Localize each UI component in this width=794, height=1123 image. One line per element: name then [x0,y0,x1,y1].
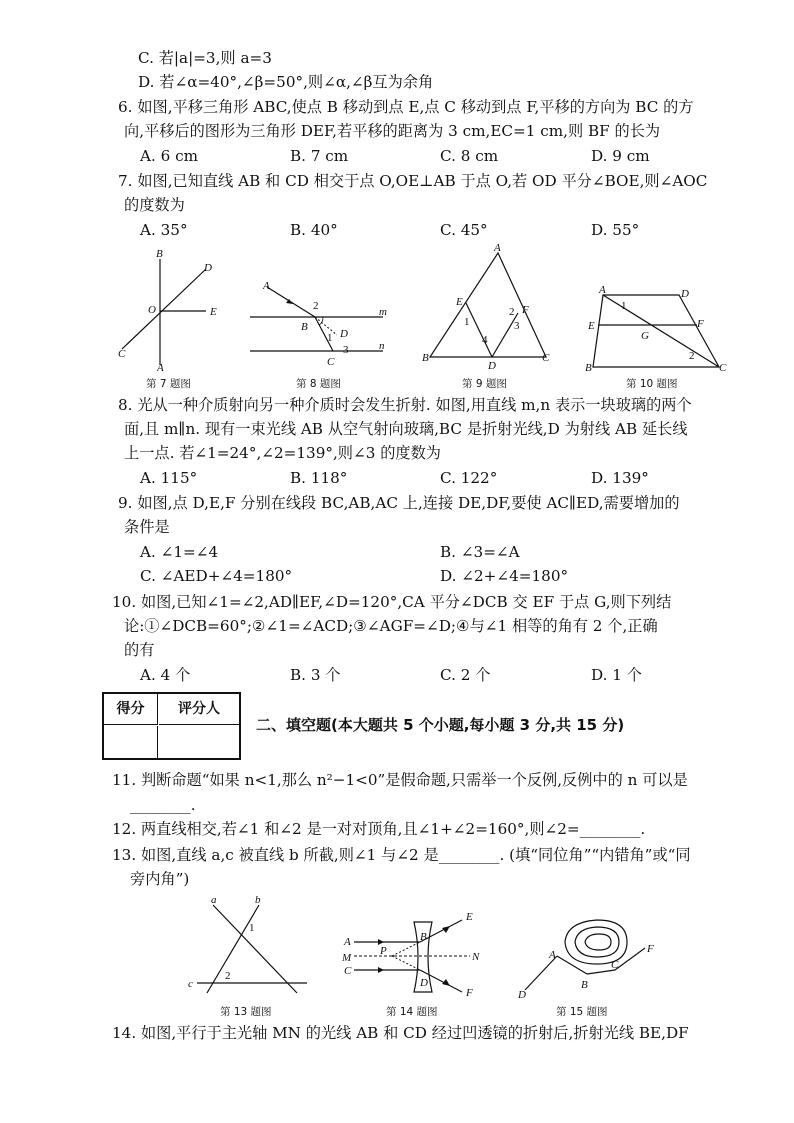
svg-text:m: m [379,306,387,318]
q10-option-c: C. 2 个 [440,666,491,684]
svg-text:D: D [340,328,348,340]
svg-text:F: F [466,987,473,999]
svg-text:b: b [255,894,261,906]
score-entry-cell [104,726,158,758]
q6-stem-line1: 6. 如图,平移三角形 ABC,使点 B 移动到点 E,点 C 移动到点 F,平移的方向为 BC 的方 [118,98,694,116]
svg-text:c: c [188,978,193,990]
svg-text:A: A [494,242,501,254]
svg-text:D: D [204,262,212,274]
svg-text:D: D [681,288,689,300]
figure-7-caption: 第 7 题图 [146,378,191,390]
svg-text:C: C [611,959,619,971]
svg-text:1: 1 [327,332,333,344]
q13-stem-line2: 旁内角”) [130,870,190,888]
svg-text:n: n [379,340,385,352]
q6-option-b: B. 7 cm [290,147,349,165]
q8-option-c: C. 122° [440,469,498,487]
q9-option-c: C. ∠AED+∠4=180° [140,567,293,585]
q12-stem: 12. 两直线相交,若∠1 和∠2 是一对对顶角,且∠1+∠2=160°,则∠2=________. [112,820,646,838]
svg-text:A: A [157,362,164,374]
q7-option-b: B. 40° [290,221,338,239]
q9-option-d: D. ∠2+∠4=180° [440,567,569,585]
figure-14-concave-lens [340,912,490,1002]
figure-15-caption: 第 15 题图 [556,1006,608,1018]
figure-14-caption: 第 14 题图 [386,1006,438,1018]
figure-13-transversal [185,895,315,1000]
figure-10-caption: 第 10 题图 [626,378,678,390]
q8-option-a: A. 115° [140,469,198,487]
svg-text:1: 1 [621,300,627,312]
q7-stem-line1: 7. 如图,已知直线 AB 和 CD 相交于点 O,OE⊥AB 于点 O,若 OD 平分∠BOE,则∠AOC [118,172,708,190]
q5-option-d: D. 若∠α=40°,∠β=50°,则∠α,∠β互为余角 [138,73,434,91]
svg-text:E: E [456,296,463,308]
q10-option-a: A. 4 个 [140,666,191,684]
svg-text:N: N [472,951,480,963]
svg-text:E: E [210,306,217,318]
svg-text:C: C [719,362,727,374]
figure-10-trapezoid [585,285,735,375]
q7-option-a: A. 35° [140,221,188,239]
svg-text:B: B [156,248,163,260]
q8-stem-line2: 面,且 m∥n. 现有一束光线 AB 从空气射向玻璃,BC 是折射光线,D 为射线 AB 延长线 [124,420,688,438]
q13-stem-line1: 13. 如图,直线 a,c 被直线 b 所截,则∠1 与∠2 是________. (填“同位角”“内错角”或“同 [112,846,691,864]
q14-stem: 14. 如图,平行于主光轴 MN 的光线 AB 和 CD 经过凹透镜的折射后,折射光线 BE,DF [112,1024,689,1042]
q7-stem-line2: 的度数为 [124,196,185,214]
q8-option-b: B. 118° [290,469,348,487]
q7-option-c: C. 45° [440,221,488,239]
q6-option-d: D. 9 cm [591,147,650,165]
q11-stem-line1: 11. 判断命题“如果 n<1,那么 n²−1<0”是假命题,只需举一个反例,反例中的 n 可以是 [112,771,688,789]
figure-8-caption: 第 8 题图 [296,378,341,390]
svg-text:C: C [542,352,550,364]
figure-9-caption: 第 9 题图 [462,378,507,390]
svg-text:A: A [599,284,606,296]
svg-text:B: B [422,352,429,364]
svg-text:D: D [488,360,496,372]
svg-text:D: D [518,989,526,1001]
svg-text:F: F [647,943,654,955]
svg-text:A: A [263,280,270,292]
svg-text:3: 3 [514,320,520,332]
svg-text:M: M [342,952,352,964]
svg-text:B: B [585,362,592,374]
svg-text:2: 2 [225,970,231,982]
q8-stem-line3: 上一点. 若∠1=24°,∠2=139°,则∠3 的度数为 [124,444,441,462]
svg-text:C: C [344,965,352,977]
figure-15-mountain-path [515,912,665,1002]
svg-text:A: A [549,949,556,961]
svg-text:G: G [641,330,649,342]
figure-13-caption: 第 13 题图 [220,1006,272,1018]
score-label: 得分 [116,701,145,717]
svg-text:B: B [301,321,308,333]
svg-text:2: 2 [689,350,695,362]
svg-text:E: E [466,911,473,923]
svg-text:B: B [420,931,427,943]
svg-text:4: 4 [482,334,488,346]
svg-text:a: a [211,894,217,906]
q10-option-d: D. 1 个 [591,666,642,684]
svg-text:F: F [697,318,704,330]
q8-option-d: D. 139° [591,469,649,487]
grader-label: 评分人 [178,701,220,717]
score-box [102,692,241,760]
q9-option-b: B. ∠3=∠A [440,543,520,561]
svg-text:F: F [522,304,529,316]
q10-stem-line2: 论:①∠DCB=60°;②∠1=∠ACD;③∠AGF=∠D;④与∠1 相等的角有 2 个,正确 [124,617,658,635]
svg-text:C: C [118,348,126,360]
svg-text:3: 3 [343,344,349,356]
q6-option-a: A. 6 cm [140,147,199,165]
section-2-heading: 二、填空题(本大题共 5 个小题,每小题 3 分,共 15 分) [256,716,625,734]
svg-text:C: C [327,356,335,368]
q9-stem-line1: 9. 如图,点 D,E,F 分别在线段 BC,AB,AC 上,连接 DE,DF,要使 AC∥ED,需要增加的 [118,494,680,512]
q9-stem-line2: 条件是 [124,518,170,536]
q9-option-a: A. ∠1=∠4 [140,543,219,561]
q10-option-b: B. 3 个 [290,666,341,684]
q10-stem-line1: 10. 如图,已知∠1=∠2,AD∥EF,∠D=120°,CA 平分∠DCB 交 EF 于点 G,则下列结 [112,593,672,611]
svg-text:1: 1 [464,316,470,328]
svg-text:O: O [148,304,156,316]
svg-text:1: 1 [249,922,255,934]
q7-option-d: D. 55° [591,221,640,239]
figure-9-triangle [420,242,560,372]
svg-text:A: A [344,936,351,948]
q8-stem-line1: 8. 光从一种介质射向另一种介质时会发生折射. 如图,用直线 m,n 表示一块玻璃的两个 [118,396,692,414]
q5-option-c: C. 若|a|=3,则 a=3 [138,49,272,67]
svg-text:P: P [380,945,387,957]
q6-option-c: C. 8 cm [440,147,499,165]
svg-text:B: B [581,979,588,991]
svg-text:2: 2 [509,306,515,318]
q6-stem-line2: 向,平移后的图形为三角形 DEF,若平移的距离为 3 cm,EC=1 cm,则 BF 的长为 [124,122,661,140]
svg-text:D: D [420,977,428,989]
figure-7-intersecting-lines [110,245,230,375]
q11-answer-blank: ________. [130,796,196,814]
q10-stem-line3: 的有 [124,641,155,659]
svg-text:E: E [588,320,595,332]
svg-text:2: 2 [313,300,319,312]
figure-8-light-refraction [245,275,395,368]
